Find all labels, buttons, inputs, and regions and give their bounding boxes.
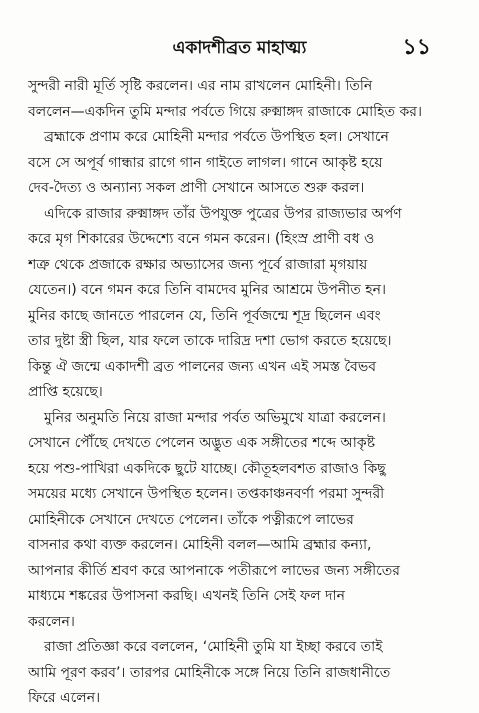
text-line: করলেন। (28, 613, 75, 630)
text-line: শত্রু থেকে প্রজাকে রক্ষার অভ্যাসের জন্য পূর্বে রাজারা মৃগয়ায় (28, 256, 368, 273)
text-line: মুনির অনুমতি নিয়ে রাজা মন্দার পর্বত অভিমুখে যাত্রা করলেন। (44, 409, 386, 426)
text-line: করে মৃগ শিকারের উদ্দেশ্যে বনে গমন করেন। (হিংস্র প্রাণী বধ ও (28, 231, 375, 247)
text-line: মুনির কাছে জানতে পারলেন যে, তিনি পূর্বজন্মে শূদ্র ছিলেন এবং (28, 307, 381, 324)
text-line: কিন্তু ঐ জন্মে একাদশী ব্রত পালনের জন্য এখন এই সমস্ত বৈভব (28, 358, 377, 375)
text-line: হয়ে পশু-পাখিরা একদিকে ছুটে যাচ্ছে। কৌতূহলবশত রাজাও কিছু (28, 460, 386, 477)
page-number: ১১ (402, 35, 431, 60)
text-line: সেখানে পৌঁছে দেখতে পেলেন অদ্ভুত এক সঙ্গীতের শব্দে আকৃষ্ট (28, 435, 376, 451)
text-line: বসে সে অপূর্ব গান্ধার রাগে গান গাইতে লাগল। গানে আকৃষ্ট হয়ে (28, 154, 383, 171)
text-line: বাসনার কথা ব্যক্ত করলেন। মোহিনী বলল—আমি ব্রহ্মার কন্যা, (28, 537, 372, 553)
text-line: সুন্দরী নারী মূর্তি সৃষ্টি করলেন। এর নাম রাখলেন মোহিনী। তিনি (28, 78, 373, 94)
text-line: আমি পূরণ করব’। তারপর মোহিনীকে সঙ্গে নিয়ে তিনি রাজধানীতে (28, 664, 391, 681)
page-header (0, 34, 479, 62)
text-line: আপনার কীর্তি শ্রবণ করে আপনাকে পতীরূপে লাভের জন্য সঙ্গীতের (28, 562, 400, 579)
text-line: যেতেন।) বনে গমন করে তিনি বামদেব মুনির আশ্রমে উপনীত হন। (28, 282, 386, 298)
body-text (28, 74, 464, 712)
text-line: দেব-দৈত্য ও অন্যান্য সকল প্রাণী সেখানে আসতে শুরু করল। (28, 180, 365, 196)
text-line: মোহিনীকে সেখানে দেখতে পেলেন। তাঁকে পত্নীরূপে লাভের (28, 511, 354, 528)
text-line: মাধ্যমে শঙ্করের উপাসনা করছি। এখনই তিনি সেই ফল দান (28, 588, 345, 604)
text-line: এদিকে রাজার রুক্মাঙ্গদ তাঁর উপযুক্ত পুত্রের উপর রাজ্যভার অর্পণ (44, 205, 402, 222)
text-line: প্রাপ্তি হয়েছে। (28, 384, 103, 400)
text-line: রাজা প্রতিজ্ঞা করে বললেন, ‘মোহিনী তুমি যা ইচ্ছা করবে তাই (44, 639, 383, 655)
text-line: ব্রহ্মাকে প্রণাম করে মোহিনী মন্দার পর্বতে উপস্থিত হল। সেখানে (44, 129, 389, 145)
running-title: একাদশীব্রত মাহাত্ম্য (172, 38, 307, 58)
text-line: সময়ের মধ্যে সেখানে উপস্থিত হলেন। তপ্তকাঞ্চনবর্ণা পরমা সুন্দরী (28, 486, 385, 502)
text-line: তার দুষ্টা স্ত্রী ছিল, যার ফলে তাকে দারিদ্র দশা ভোগ করতে হয়েছে। (28, 333, 392, 349)
text-line: ফিরে এলেন। (28, 690, 101, 706)
text-line: বললেন—একদিন তুমি মন্দার পর্বতে গিয়ে রুক্মাঙ্গদ রাজাকে মোহিত কর। (28, 103, 422, 120)
